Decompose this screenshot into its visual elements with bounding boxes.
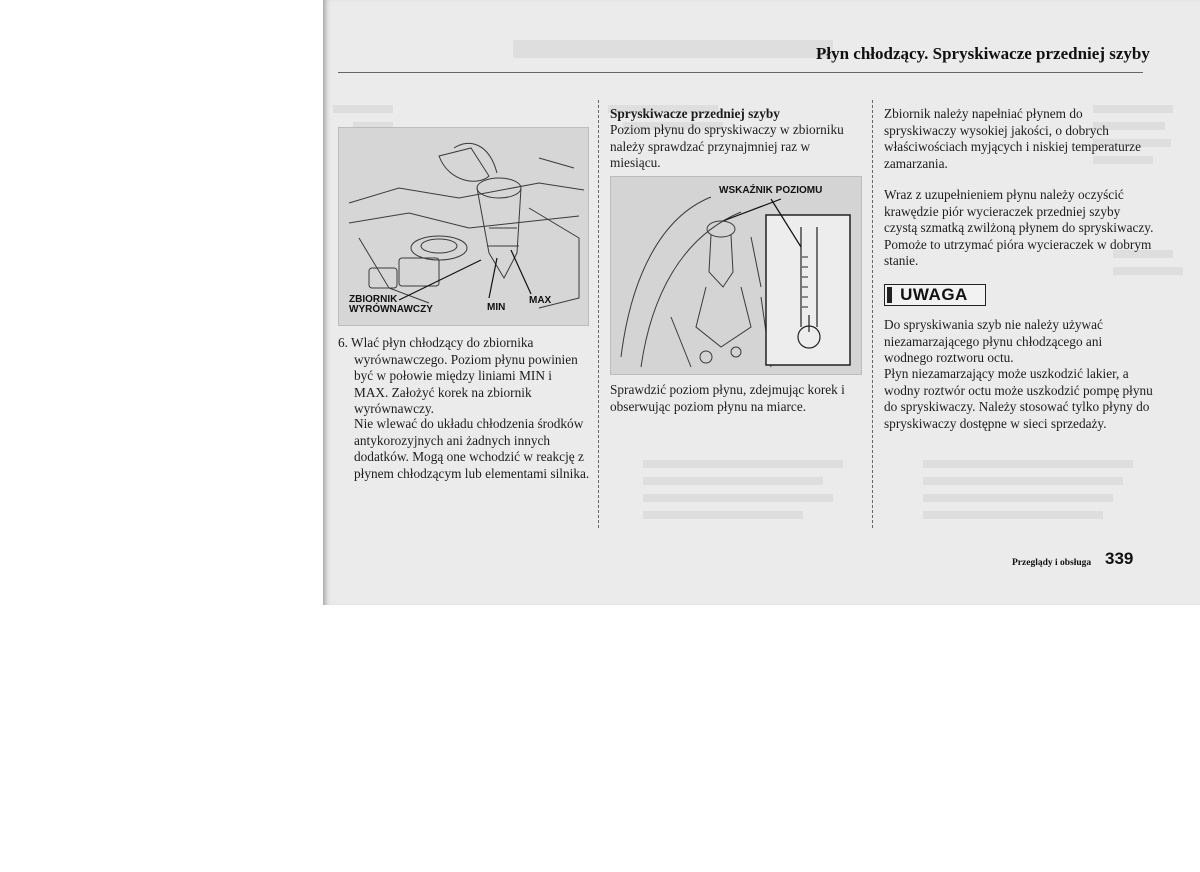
coolant-additives-note: Nie wlewać do układu chłodzenia środków antykorozyjnych ani żadnych innych dodatków. Mogą one wchodzić w reakcję z płynem chłodzącym lub elementami silnika. — [354, 416, 590, 481]
footer-section-label: Przeglądy i obsługa — [1012, 558, 1092, 568]
warning-label: UWAGA — [900, 285, 968, 304]
label-max: MAX — [529, 295, 552, 306]
label-reservoir-line1: ZBIORNIK — [349, 294, 398, 305]
washer-intro-text: Poziom płynu do spryskiwaczy w zbiorniku należy sprawdzać przynajmniej raz w miesiącu. — [610, 122, 844, 170]
warning-text-2: Płyn niezamarzający może uszkodzić lakier, a wodny roztwór octu może uszkodzić pompę płynu do spryskiwaczy. Należy stosować tylko płyny do spryskiwaczy dostępne w sieci sprzedaży. — [884, 366, 1153, 431]
page-title: Płyn chłodzący. Spryskiwacze przedniej szyby — [816, 44, 1150, 63]
washer-fluid-quality-text: Zbiornik należy napełniać płynem do spryskiwaczy wysokiej jakości, o dobrych właściwościach myjących i niskiej temperaturze zamarzania. — [884, 106, 1141, 171]
header-rule — [338, 72, 1143, 73]
column-divider-1 — [598, 100, 599, 528]
washer-section-heading: Spryskiwacze przedniej szyby — [610, 106, 780, 121]
coolant-reservoir-figure — [338, 127, 589, 326]
washer-figure-caption: Sprawdzić poziom płynu, zdejmując korek i obserwując poziom płynu na miarce. — [610, 382, 845, 414]
page-number: 339 — [1105, 549, 1134, 568]
column-divider-2 — [872, 100, 873, 528]
label-min: MIN — [487, 302, 506, 313]
washer-reservoir-illustration — [611, 177, 861, 374]
washer-level-figure — [610, 176, 862, 375]
step-6-text: 6. Wlać płyn chłodzący do zbiornika wyrównawczego. Poziom płynu powinien być w połowie między liniami MIN i MAX. Założyć korek na zbiornik wyrównawczy. — [338, 335, 578, 416]
label-reservoir-line2: WYRÓWNAWCZY — [349, 304, 433, 315]
label-level-indicator: WSKAŹNIK POZIOMU — [719, 185, 823, 196]
wiper-cleaning-text: Wraz z uzupełnieniem płynu należy oczyścić krawędzie piór wycieraczek przedniej szyby czystą szmatką zwilżoną płynem do spryskiwaczy. Pomoże to utrzymać pióra wycieraczek w dobrym stanie. — [884, 187, 1154, 268]
warning-text-1: Do spryskiwania szyb nie należy używać niezamarzającego płynu chłodzącego ani wodnego roztworu octu. — [884, 317, 1103, 365]
